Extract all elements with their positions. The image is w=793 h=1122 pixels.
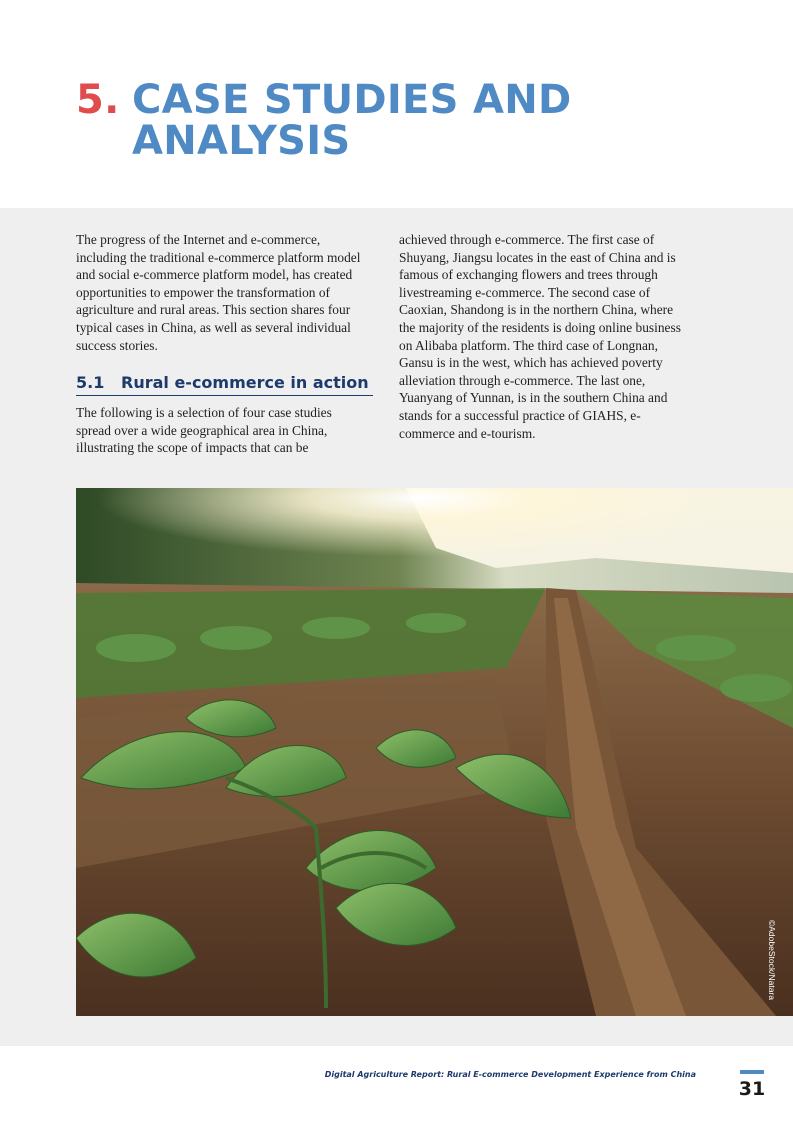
footer-report-title: Digital Agriculture Report: Rural E-commerce Development Experience from China	[324, 1070, 696, 1079]
chapter-title: CASE STUDIES AND ANALYSIS	[132, 77, 572, 164]
section-heading	[76, 370, 373, 396]
photo-credit-text: ©AdobeStock/Natara	[767, 920, 777, 1000]
section-left-column	[76, 404, 362, 457]
section-paragraph: The following is a selection of four case studies spread over a wide geographical area in China, illustrating the scope of impacts that can be	[76, 405, 332, 456]
farm-field-photo	[76, 488, 793, 1016]
intro-paragraph-left: The progress of the Internet and e-commerce, including the traditional e-commerce platform model and social e-commerce platform model, has created opportunities to empower the transformation of agriculture and rural areas. This section shares four typical cases in China, as well as several individual success stories.	[76, 232, 361, 353]
page-number-accent-bar	[740, 1070, 764, 1074]
section-number: 5.1	[76, 373, 105, 392]
chapter-number: 5.	[76, 77, 120, 123]
intro-right-column	[399, 231, 689, 442]
photo-credit	[765, 920, 779, 1010]
intro-left-column	[76, 231, 362, 354]
section-title: Rural e-commerce in action	[121, 373, 369, 392]
intro-paragraph-right: achieved through e-commerce. The first case of Shuyang, Jiangsu locates in the east of China and is famous of exchanging flowers and trees through livestreaming e-commerce. The second case of Caoxian, Shandong is in the northern China, where the majority of the residents is doing online business on Alibaba platform. The third case of Longnan, Gansu is in the west, which has achieved poverty alleviation through e-commerce. The last one, Yuanyang of Yunnan, is in the southern China and stands for a successful practice of GIAHS, e-commerce and e-tourism.	[399, 232, 681, 441]
page-header	[0, 0, 793, 208]
page-number: 31	[738, 1078, 766, 1100]
